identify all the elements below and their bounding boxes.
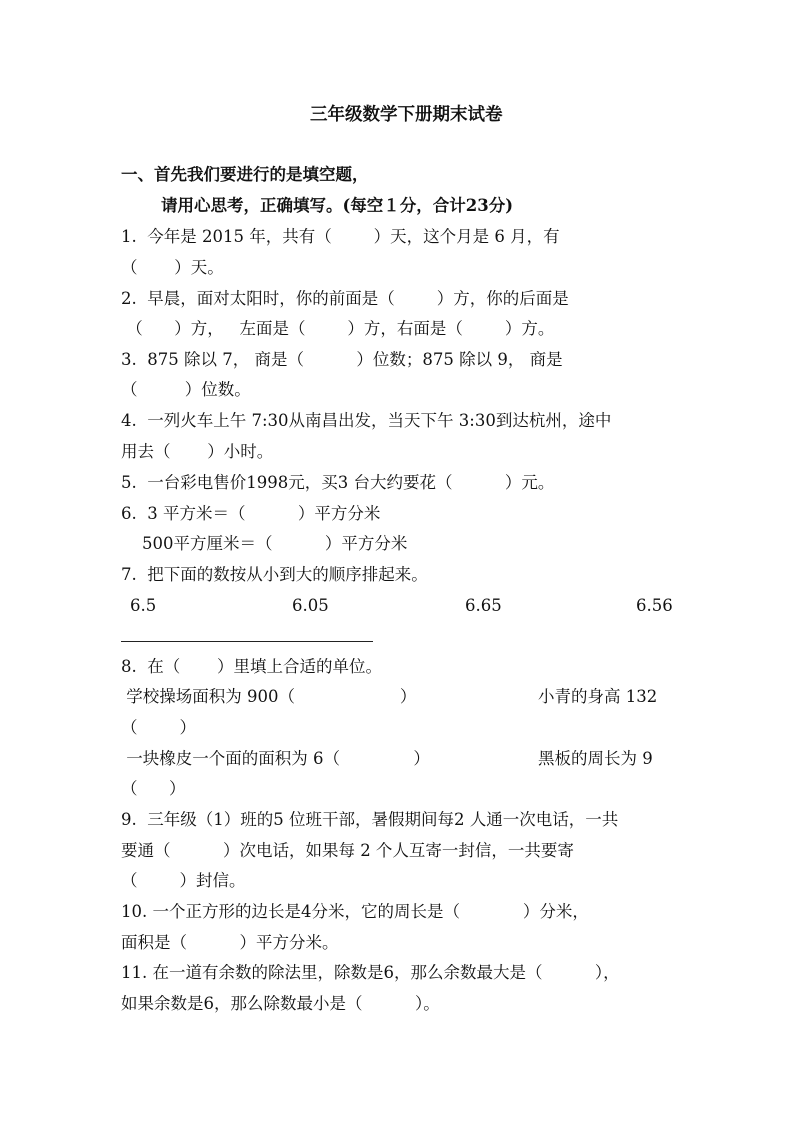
question-6-line-2: 500平方厘米＝（ ）平方分米 [121, 534, 408, 553]
question-8-item-4: 黑板的周长为 9 [538, 749, 653, 768]
question-1-line-1: 1. 今年是 2015 年，共有（ ）天，这个月是 6 月，有 [121, 227, 560, 246]
question-2-line-1: 2. 早晨，面对太阳时，你的前面是（ ）方，你的后面是 [121, 289, 569, 308]
question-10-line-1: 10. 一个正方形的边长是4分米，它的周长是（ ）分米， [121, 902, 589, 921]
question-8: 8. 在（ ）里填上合适的单位。 [121, 657, 382, 676]
question-11-line-2: 如果余数是6，那么除数最小是（ ）。 [121, 994, 440, 1013]
question-8-item-4-blank: （ ） [121, 779, 186, 798]
section-heading: 一、首先我们要进行的是填空题， [121, 165, 369, 184]
question-9-line-3: （ ）封信。 [121, 871, 246, 890]
question-8-item-3: 一块橡皮一个面的面积为 6（ ） [121, 749, 430, 768]
number-item: 6.56 [636, 596, 673, 615]
question-2-line-2: （ ）方， 左面是（ ）方，右面是（ ）方。 [121, 319, 555, 338]
question-1-line-2: （ ）天。 [121, 258, 224, 277]
page-title: 三年级数学下册期末试卷 [310, 105, 503, 125]
question-11-line-1: 11. 在一道有余数的除法里，除数是6，那么余数最大是（ ）， [121, 963, 620, 982]
number-item: 6.05 [292, 596, 329, 615]
question-8-item-2: 小青的身高 132 [538, 687, 658, 706]
question-7: 7. 把下面的数按从小到大的顺序排起来。 [121, 565, 428, 584]
question-3-line-1: 3. 875 除以 7， 商是（ ）位数；875 除以 9， 商是 [121, 350, 563, 369]
question-9-line-1: 9. 三年级（1）班的5 位班干部，暑假期间每2 人通一次电话，一共 [121, 810, 619, 829]
answer-underline [121, 641, 373, 642]
question-9-line-2: 要通（ ）次电话，如果每 2 个人互寄一封信，一共要寄 [121, 841, 574, 860]
section-instruction: 请用心思考，正确填写。(每空１分，合计23分) [161, 196, 514, 215]
question-8-item-2-blank: （ ） [121, 718, 196, 737]
question-6-line-1: 6. 3 平方米＝（ ）平方分米 [121, 504, 381, 523]
question-3-line-2: （ ）位数。 [121, 380, 251, 399]
question-10-line-2: 面积是（ ）平方分米。 [121, 933, 339, 952]
number-item: 6.65 [465, 596, 502, 615]
question-5: 5. 一台彩电售价1998元，买3 台大约要花（ ）元。 [121, 473, 555, 492]
number-item: 6.5 [130, 596, 157, 615]
question-8-item-1: 学校操场面积为 900（ ） [121, 687, 417, 706]
question-4-line-1: 4. 一列火车上午 7:30从南昌出发，当天下午 3:30到达杭州，途中 [121, 411, 612, 430]
question-4-line-2: 用去（ ）小时。 [121, 442, 274, 461]
